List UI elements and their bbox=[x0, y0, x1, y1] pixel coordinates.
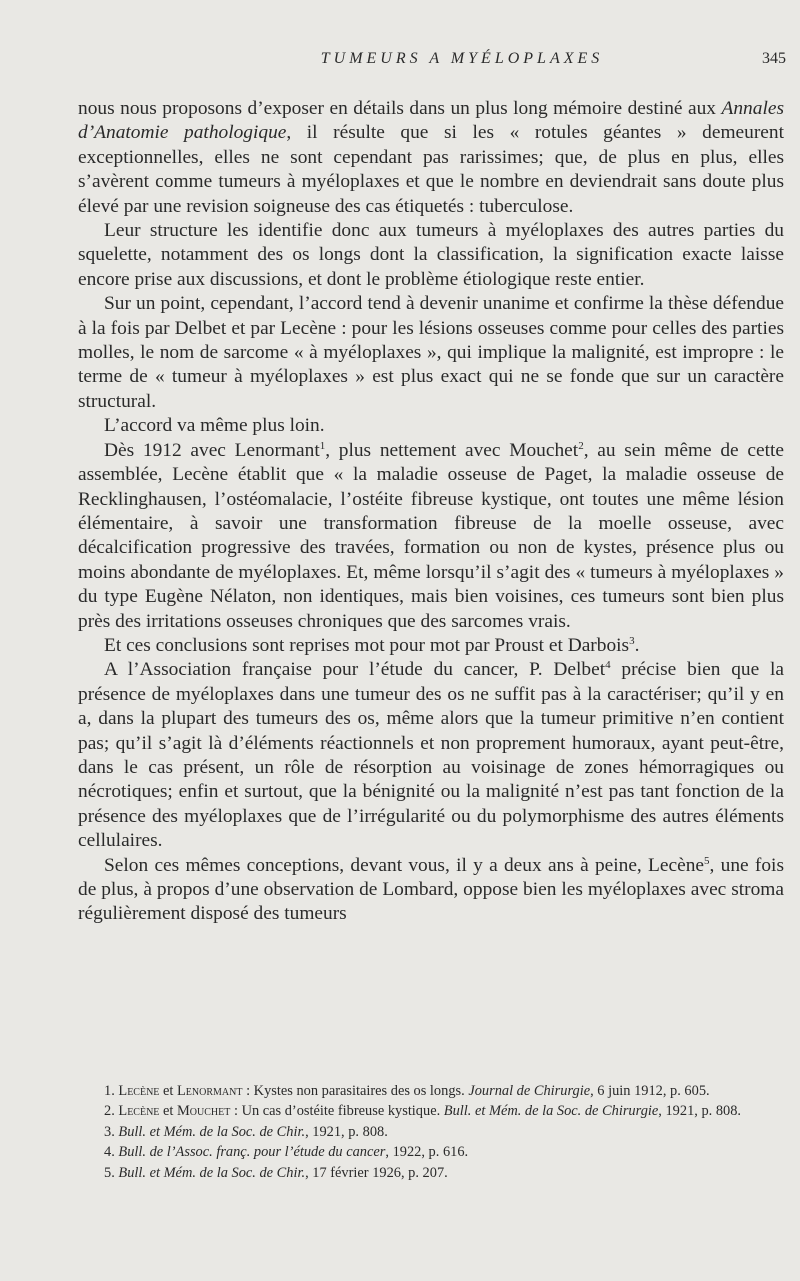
text-run: , 1921, p. 808. bbox=[658, 1103, 742, 1120]
text-run: , 1921, p. 808. bbox=[305, 1123, 388, 1140]
footnote-ref: 5 bbox=[704, 854, 710, 867]
text-run: , une fois de plus, à propos d’une observation de Lombard, oppose bien les myéloplaxes avec stroma régulièrement disposé des tumeurs bbox=[78, 854, 784, 925]
footnote-ref: 3 bbox=[629, 634, 635, 647]
text-run: . bbox=[634, 634, 640, 656]
footnote bbox=[78, 1101, 784, 1121]
paragraph bbox=[78, 854, 784, 927]
running-head: TUMEURS A MYÉLOPLAXES bbox=[320, 50, 604, 67]
footnote-ref: 2 bbox=[578, 439, 584, 452]
paragraph bbox=[78, 634, 784, 658]
text-run: , 1922, p. 616. bbox=[385, 1144, 469, 1161]
author: Mouchet bbox=[177, 1103, 231, 1120]
page-number: 345 bbox=[762, 50, 786, 67]
text-run: nous nous proposons d’exposer en détails dans un plus long mémoire destiné aux bbox=[78, 98, 722, 119]
text-run: , 17 février 1926, p. 207. bbox=[305, 1164, 448, 1181]
page-header bbox=[78, 50, 786, 76]
text-run: et bbox=[159, 1083, 178, 1099]
author: Lecène bbox=[118, 1103, 160, 1120]
paragraph bbox=[78, 439, 784, 634]
footnotes bbox=[78, 1081, 784, 1183]
footnote bbox=[78, 1142, 784, 1162]
footnote-number: 4. bbox=[104, 1144, 115, 1161]
text-run: précise bien que la présence de myéloplaxes dans une tumeur des os ne suffit pas à la caractériser; qu’il y en a, dans la plupart des tumeurs des os, même alors que la tumeur primitive n’en contient pas; qu’il s’agit là d’éléments réactionnels et non proprement humoraux, ayant peut-être, dans le cas présent, un rôle de résorption au voisinage de zones hémorragiques ou nécrotiques; enfin et surtout, que la bénignité ou la malignité n’est pas tant fonction de la présence des myéloplaxes que de l’irrégularité ou du polymorphisme des autres éléments cellulaires. bbox=[78, 659, 784, 852]
footnote-number: 5. bbox=[104, 1164, 115, 1181]
footnote-ref: 1 bbox=[319, 439, 326, 452]
journal-title: Bull. et Mém. de la Soc. de Chir. bbox=[118, 1164, 306, 1181]
text-run: : Un cas d’ostéite fibreuse kystique. bbox=[230, 1103, 444, 1120]
text-run: , au sein même de cette assemblée, Lecène établit que « la maladie osseuse de Paget, la maladie osseuse de Recklinghausen, l’ostéomalacie, l’ostéite fibreuse kystique, ont toutes une même lésion élémentaire, à savoir une transformation fibreuse de la moelle osseuse, avec décalcification progressive des travées, formation ou non de kystes, présence plus ou moins abondante de myéloplaxes. Et, même lorsqu’il s’agit des « tumeurs à myéloplaxes » du type Eugène Nélaton, non identiques, mais bien voisines, ces tumeurs sont bien plus près des irritations osseuses chroniques que des sarcomes vrais. bbox=[78, 439, 784, 632]
text-run: A l’Association française pour l’étude du cancer, P. Delbet bbox=[104, 659, 606, 681]
footnote bbox=[78, 1122, 784, 1142]
footnote-number: 3. bbox=[104, 1123, 115, 1140]
text-run: Et ces conclusions sont reprises mot pour mot par Proust et Darbois bbox=[104, 634, 630, 656]
text-run: , 6 juin 1912, p. 605. bbox=[590, 1083, 710, 1099]
footnote bbox=[78, 1163, 784, 1183]
footnote-number: 1. bbox=[104, 1083, 115, 1099]
journal-title: Bull. et Mém. de la Soc. de Chir. bbox=[118, 1123, 306, 1140]
footnote bbox=[78, 1081, 784, 1101]
author: Lecène bbox=[118, 1083, 160, 1099]
paragraph: L’accord va même plus loin. bbox=[104, 415, 325, 437]
text-run: : Kystes non parasitaires des os longs. bbox=[242, 1083, 469, 1099]
text-run: Dès 1912 avec Lenormant bbox=[104, 439, 320, 461]
paragraph bbox=[78, 97, 784, 219]
text-run: Selon ces mêmes conceptions, devant vous, il y a deux ans à peine, Lecène bbox=[104, 854, 705, 876]
journal-title: Annales d’Anatomie pathologique bbox=[78, 98, 784, 144]
journal-title: Journal de Chirurgie bbox=[468, 1083, 591, 1099]
footnote-ref: 4 bbox=[605, 659, 611, 672]
paragraph: Sur un point, cependant, l’accord tend à devenir unanime et confirme la thèse défendue à la fois par Delbet et par Lecène : pour les lésions osseuses comme pour celles des parties molles, le nom de sarcome « à myéloplaxes », qui implique la malignité, est impropre : le terme de « tumeur à myéloplaxes » est plus exact qui ne se fonde que sur un caractère structural. bbox=[78, 293, 784, 412]
journal-title: Bull. et Mém. de la Soc. de Chirurgie bbox=[443, 1103, 659, 1120]
text-run: et bbox=[159, 1103, 178, 1120]
paragraph bbox=[78, 658, 784, 853]
main-text bbox=[78, 97, 784, 927]
journal-title: Bull. de l’Assoc. franç. pour l’étude du cancer bbox=[118, 1144, 386, 1161]
text-run: , plus nettement avec Mouchet bbox=[325, 439, 579, 461]
footnote-number: 2. bbox=[104, 1103, 115, 1120]
text-run: , il résulte que si les « rotules géantes » demeurent exceptionnelles, elles ne sont cependant pas rarissimes; que, de plus en plus, elles s’avèrent comme tumeurs à myéloplaxes et que le nombre en deviendrait sans doute plus élevé par une revision soigneuse des cas étiquetés : tuberculose. bbox=[78, 122, 784, 217]
paragraph: Leur structure les identifie donc aux tumeurs à myéloplaxes des autres parties du squelette, notamment des os longs dont la classification, la signification exacte laisse encore prise aux discussions, et dont le problème étiologique reste entier. bbox=[78, 220, 784, 290]
author: Lenormant bbox=[177, 1083, 243, 1099]
